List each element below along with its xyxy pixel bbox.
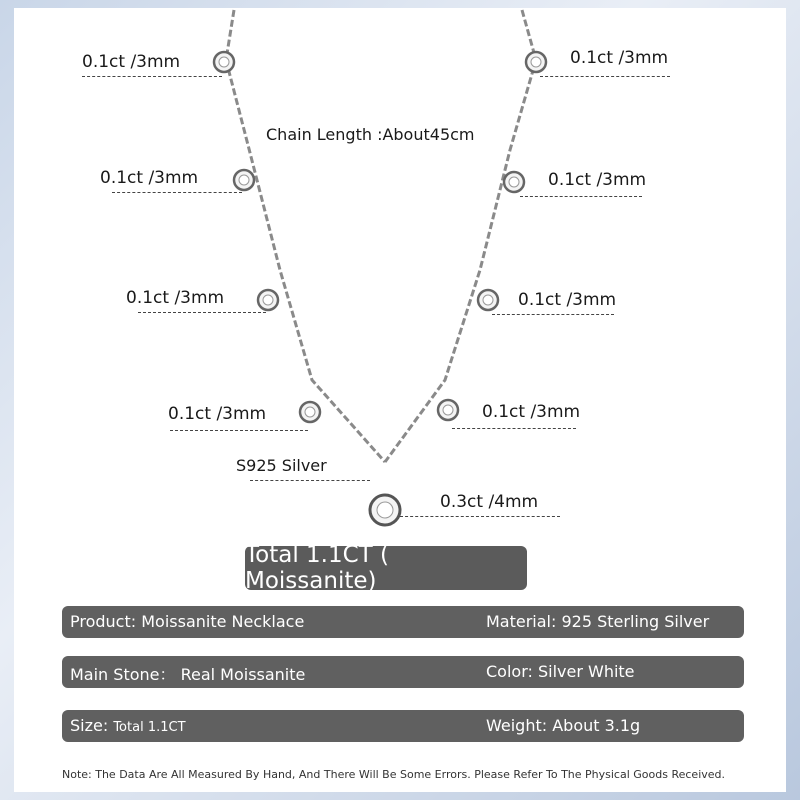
stone-left-1 [214, 52, 234, 72]
stone-right-3 [478, 290, 498, 310]
stone-left-3 [258, 290, 278, 310]
color-text: Color: Silver White [486, 662, 635, 681]
stone-label-left-1: 0.1ct /3mm [82, 52, 181, 72]
size-label: Size: [70, 716, 114, 735]
stone-left-4 [300, 402, 320, 422]
stone-label-right-2: 0.1ct /3mm [548, 170, 647, 190]
stone-left-2 [234, 170, 254, 190]
size-value: Total 1.1CT [113, 720, 186, 735]
stone-center [370, 495, 400, 525]
measurement-note: Note: The Data Are All Measured By Hand, And There Will Be Some Errors. Please Refer To The Physical Goods Received. [62, 768, 726, 781]
product-text: Product: Moissanite Necklace [70, 612, 305, 631]
stone-label-center: 0.3ct /4mm [440, 492, 539, 512]
total-carat-badge: Total 1.1CT ( Moissanite) [245, 546, 527, 590]
chain-length-label: Chain Length :About45cm [266, 125, 475, 144]
material-text: Material: 925 Sterling Silver [486, 612, 710, 631]
stone-label-left-3: 0.1ct /3mm [126, 288, 225, 308]
info-row-size [62, 710, 744, 742]
stone-label-left-4: 0.1ct /3mm [168, 404, 267, 424]
stone-label-right-1: 0.1ct /3mm [570, 48, 669, 68]
stone-label-right-3: 0.1ct /3mm [518, 290, 617, 310]
stone-right-1 [526, 52, 546, 72]
stone-right-4 [438, 400, 458, 420]
moissanite-stones [214, 52, 546, 525]
info-row-product [62, 606, 744, 638]
info-row-stone [62, 656, 744, 688]
stone-label-left-2: 0.1ct /3mm [100, 168, 199, 188]
stone-right-2 [504, 172, 524, 192]
material-tag: S925 Silver [236, 456, 327, 475]
main-stone-text: Main Stone： Real Moissanite [70, 665, 306, 684]
weight-text: Weight: About 3.1g [486, 716, 641, 735]
size-text [70, 716, 186, 735]
stone-label-right-4: 0.1ct /3mm [482, 402, 581, 422]
